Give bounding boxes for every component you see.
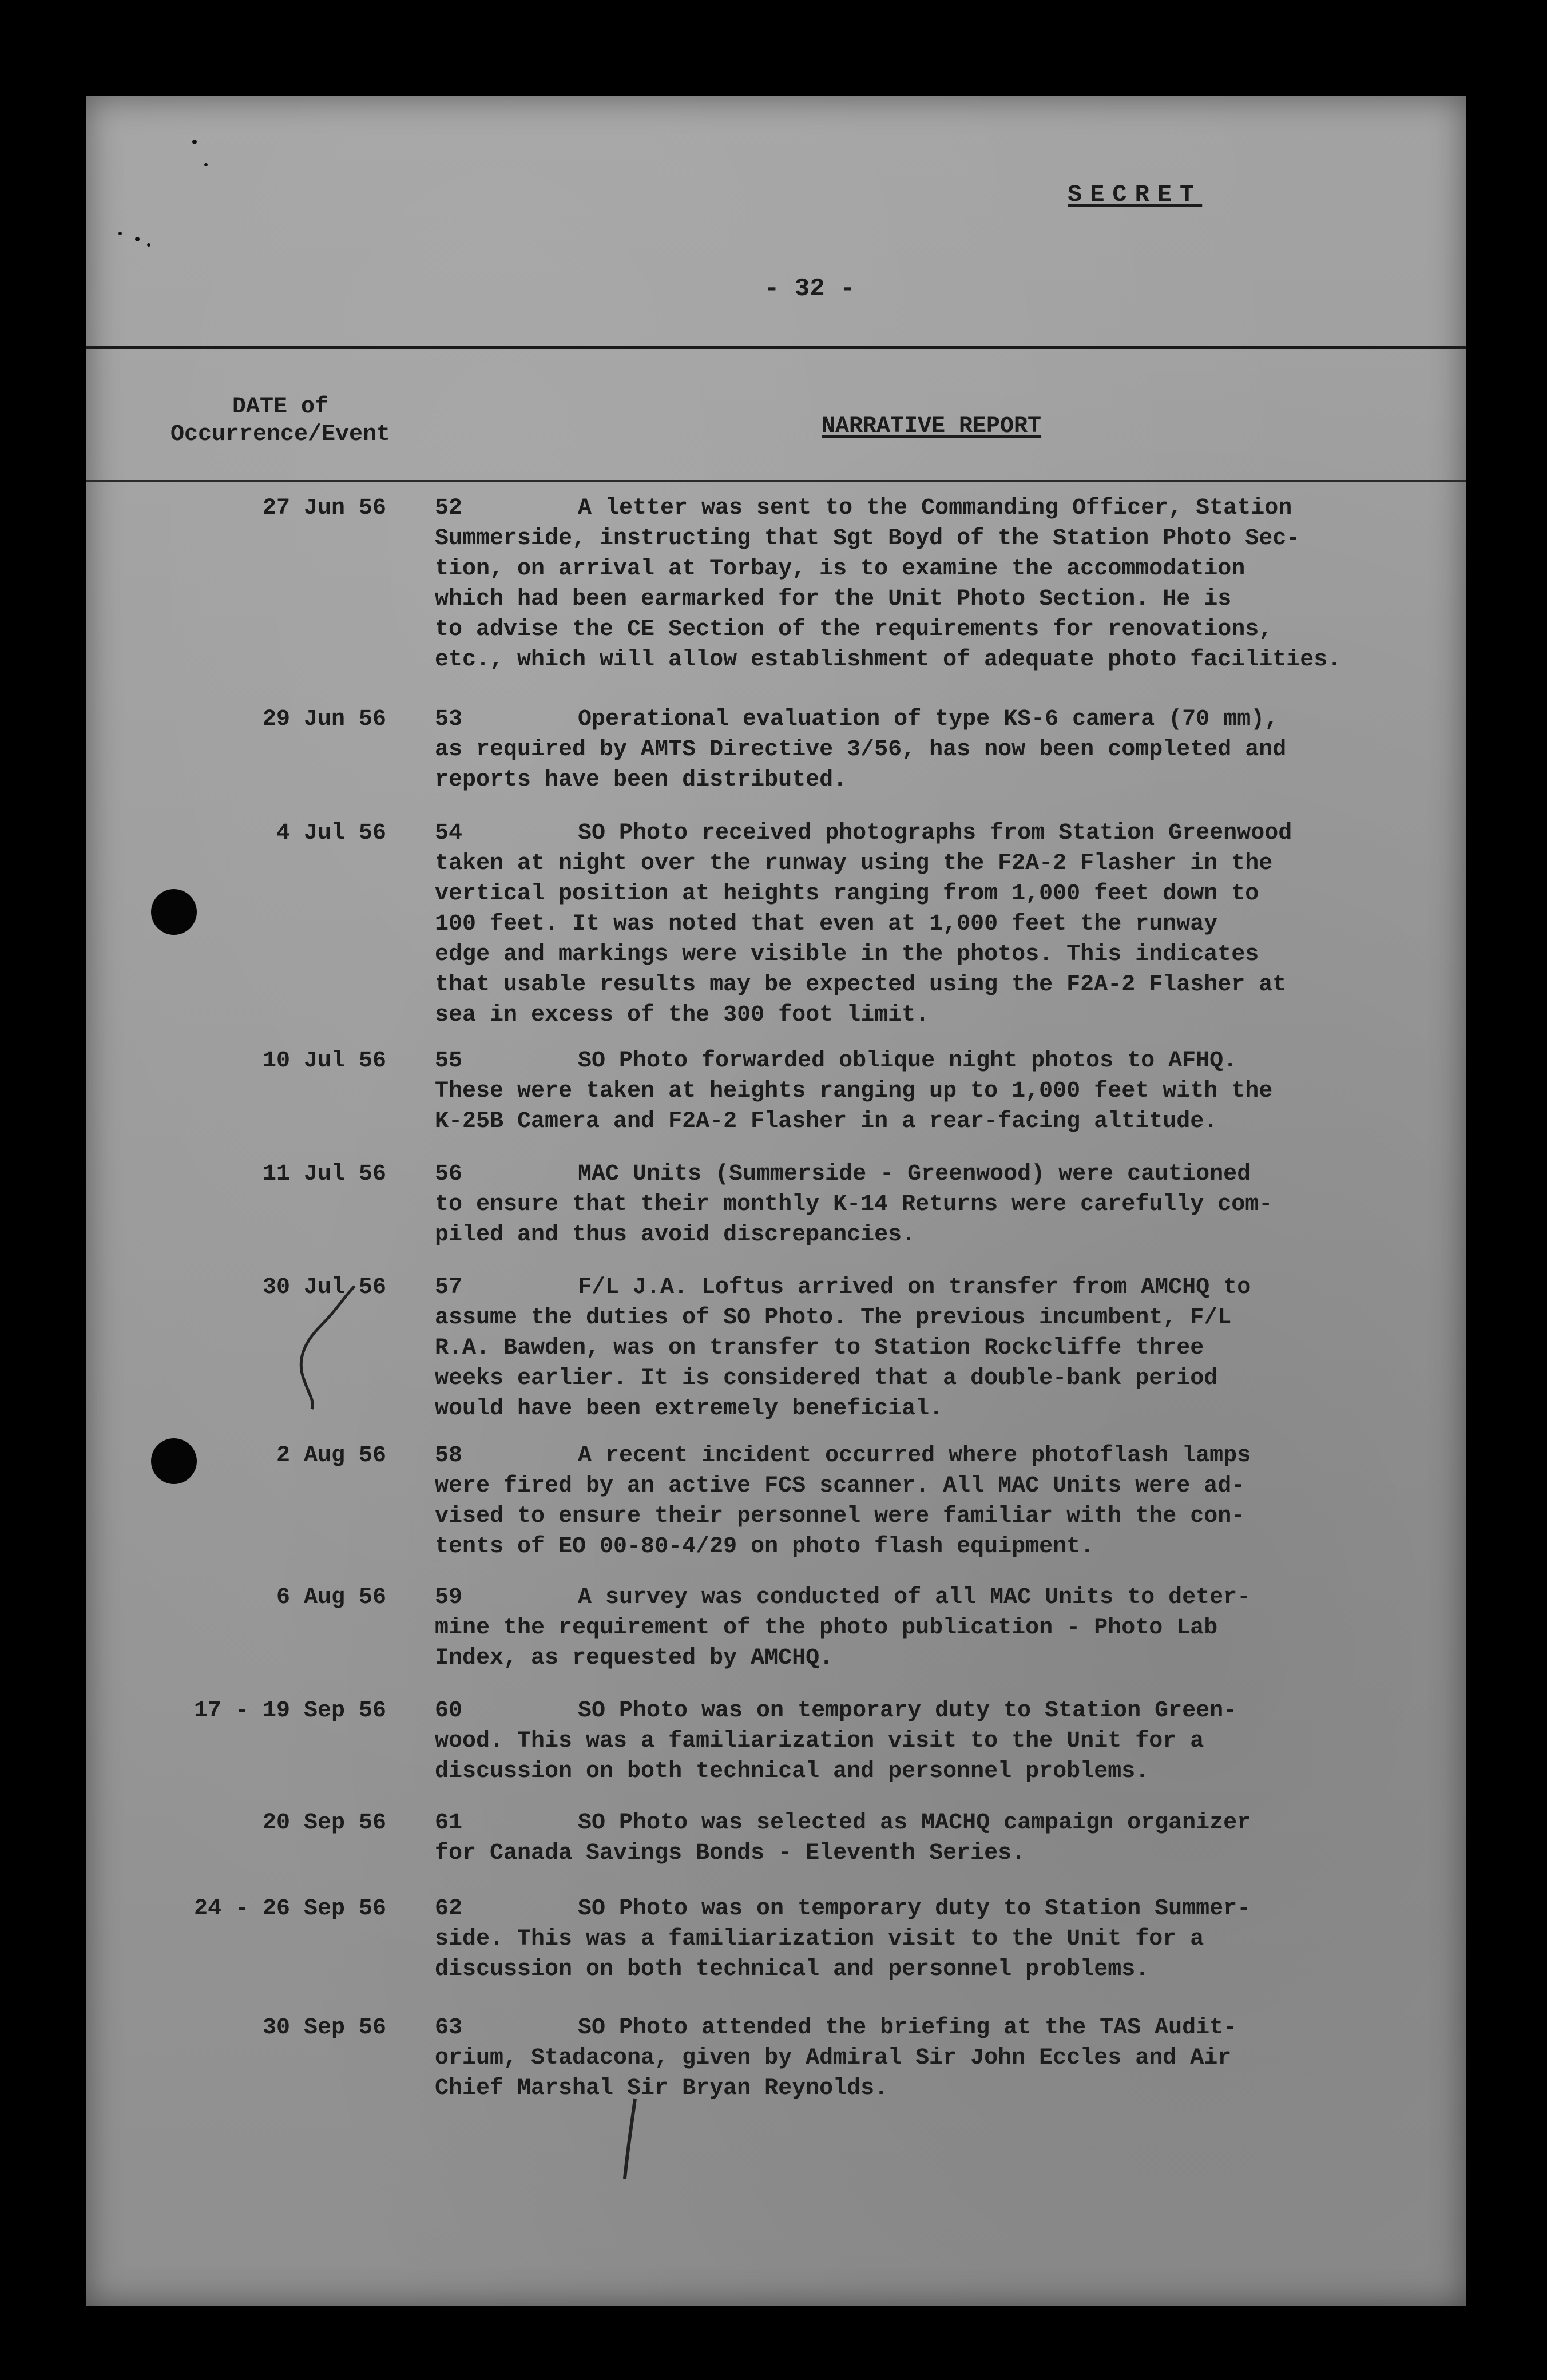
entry-number: 55: [435, 1048, 463, 1074]
entry-number: 61: [435, 1810, 463, 1836]
entry-text: SO Photo forwarded oblique night photos to AFHQ. These were taken at heights ranging up to 1,000 feet with the K-25B Camera and F2A-2 Flasher in a rear-facing altitude.: [435, 1048, 1273, 1135]
entry-number: 54: [435, 820, 463, 846]
entry-text: A survey was conducted of all MAC Units to deter- mine the requirement of the photo publication - Photo Lab Index, as requested by AMCHQ.: [435, 1585, 1251, 1671]
handwritten-mark: [612, 2093, 646, 2184]
entry-date: 11 Jul 56: [262, 1161, 386, 1187]
entry-number: 60: [435, 1698, 463, 1724]
entry-date: 17 - 19 Sep 56: [193, 1698, 386, 1724]
entry-text: SO Photo received photographs from Station Greenwood taken at night over the runway using the F2A-2 Flasher in the vertical position at heights ranging from 1,000 feet down to 100 feet. It was noted that even at 1,000 feet the runway edge and markings were visible in the photos. This indicates that usable results may be expected using the F2A-2 Flasher at sea in excess of the 300 foot limit.: [435, 820, 1292, 1028]
entry-date: 2 Aug 56: [276, 1443, 386, 1469]
entry-number: 52: [435, 495, 463, 521]
entry-text: MAC Units (Summerside - Greenwood) were cautioned to ensure that their monthly K-14 Returns were carefully com- piled and thus avoid discrepancies.: [435, 1161, 1273, 1248]
entry-date: 24 - 26 Sep 56: [193, 1896, 386, 1922]
entry-number: 59: [435, 1585, 463, 1611]
date-column-heading: [149, 394, 412, 449]
entry-text: SO Photo attended the briefing at the TAS Audit- orium, Stadacona, given by Admiral Sir John Eccles and Air Chief Marshal Sir Bryan Reynolds.: [435, 2015, 1237, 2101]
entry-date: 30 Sep 56: [262, 2015, 386, 2041]
entry-number: 58: [435, 1443, 463, 1469]
handwritten-scribble: [269, 1275, 372, 1412]
entry-date: 10 Jul 56: [262, 1048, 386, 1074]
header-rule: [86, 346, 1466, 349]
entry-number: 63: [435, 2015, 463, 2041]
entry-text: SO Photo was on temporary duty to Station Summer- side. This was a familiarization visit to the Unit for a discussion on both technical and personnel problems.: [435, 1896, 1251, 1982]
entry-text: SO Photo was selected as MACHQ campaign organizer for Canada Savings Bonds - Eleventh Series.: [435, 1810, 1251, 1866]
entry-number: 53: [435, 707, 463, 732]
punch-hole: [151, 1438, 197, 1484]
narrative-column-heading: NARRATIVE REPORT: [822, 414, 1042, 439]
entry-number: 62: [435, 1896, 463, 1922]
page-number: - 32 -: [764, 275, 855, 303]
entry-date: 27 Jun 56: [262, 495, 386, 521]
date-heading-line1: DATE of: [232, 394, 329, 420]
column-heading-rule: [86, 480, 1466, 482]
dust-specks: [114, 130, 229, 268]
entry-text: Operational evaluation of type KS-6 camera (70 mm), as required by AMTS Directive 3/56, has now been completed and reports have been distributed.: [435, 707, 1287, 793]
entry-date: 20 Sep 56: [262, 1810, 386, 1836]
entry-text: F/L J.A. Loftus arrived on transfer from AMCHQ to assume the duties of SO Photo. The previous incumbent, F/L R.A. Bawden, was on transfer to Station Rockcliffe three weeks earlier. It is considered that a double-bank period would have been extremely beneficial.: [435, 1275, 1251, 1422]
entry-number: 57: [435, 1275, 463, 1300]
entry-number: 56: [435, 1161, 463, 1187]
punch-hole: [151, 889, 197, 935]
entry-text: SO Photo was on temporary duty to Station Green- wood. This was a familiarization visit to the Unit for a discussion on both technical and personnel problems.: [435, 1698, 1237, 1784]
entry-date: 30 Jul 56: [262, 1275, 386, 1300]
date-heading-line2: Occurrence/Event: [170, 422, 391, 447]
classification-marking: SECRET: [1068, 181, 1203, 208]
document-page: [86, 96, 1466, 2306]
entry-date: 6 Aug 56: [276, 1585, 386, 1611]
entry-text: A recent incident occurred where photoflash lamps were fired by an active FCS scanner. All MAC Units were ad- vised to ensure their personnel were familiar with the con- tents of EO 00-80-4/29 on photo flash equipment.: [435, 1443, 1251, 1560]
entry-date: 4 Jul 56: [276, 820, 386, 846]
entry-text: A letter was sent to the Commanding Officer, Station Summerside, instructing that Sgt Boyd of the Station Photo Sec- tion, on arrival at Torbay, is to examine the accommodation which had been earmarked for the Unit Photo Section. He is to advise the CE Section of the requirements for renovations, etc., which will allow establishment of adequate photo facilities.: [435, 495, 1342, 673]
entry-date: 29 Jun 56: [262, 707, 386, 732]
